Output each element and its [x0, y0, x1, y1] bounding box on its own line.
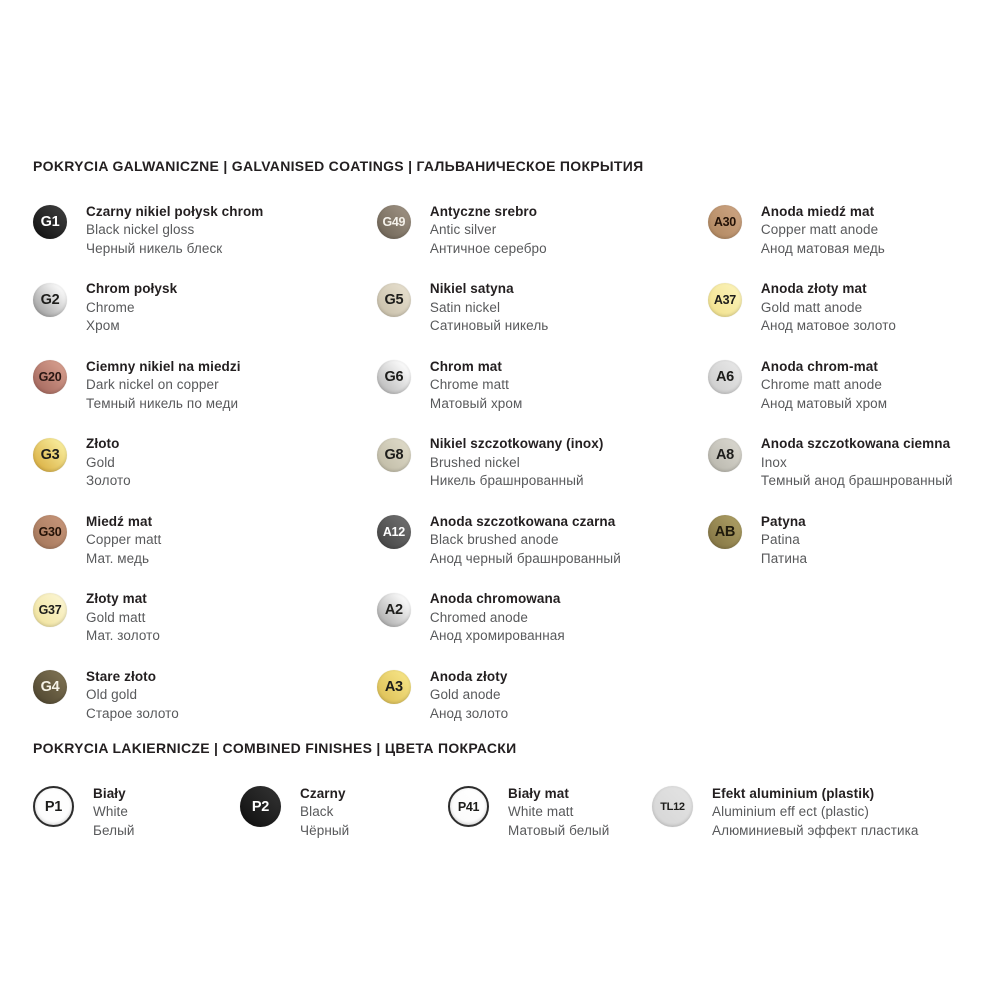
swatch-color-circle: [377, 515, 411, 549]
swatch-name-russian: Патина: [760, 550, 808, 566]
swatch-code-label: G8: [384, 446, 404, 463]
swatch-color-circle: [33, 515, 67, 549]
swatch-code-label: TL12: [660, 800, 685, 813]
finish-swatch: [652, 784, 972, 840]
finish-swatch: [33, 357, 377, 435]
swatch-name-polish: Anoda złoty: [429, 668, 508, 684]
swatch-name-polish: Ciemny nikiel na miedzi: [86, 358, 241, 374]
swatch-name-english: Aluminium eff ect (plastic): [712, 804, 870, 819]
swatch-color-circle: [377, 360, 411, 394]
swatch-labels: [93, 784, 135, 840]
swatch-name-russian: Темный анод брашнрованный: [760, 473, 953, 488]
swatch-color-circle: [33, 438, 67, 472]
swatch-color-circle: [377, 593, 411, 627]
finish-swatch: [708, 435, 983, 513]
finish-swatch: [33, 590, 377, 668]
swatch-name-english: Gold anode: [429, 687, 501, 702]
swatch-name-english: Chrome matt: [429, 377, 509, 392]
swatch-labels: [300, 784, 349, 840]
swatch-labels: [430, 590, 565, 646]
swatch-color-circle: [708, 438, 742, 472]
swatch-name-russian: Анод хромированная: [429, 628, 565, 643]
swatch-name-russian: Хром: [86, 318, 120, 333]
swatch-column: [33, 202, 377, 745]
swatch-labels: [712, 784, 919, 840]
swatch-code-label: G5: [384, 291, 404, 308]
finish-swatch: [33, 202, 377, 280]
swatch-column: [240, 784, 448, 840]
swatch-code-label: G4: [40, 679, 60, 695]
swatch-color-circle: [448, 786, 489, 827]
swatch-code-label: G20: [38, 370, 62, 384]
finish-swatch: [708, 357, 983, 435]
swatch-name-polish: Anoda chrom-mat: [760, 358, 878, 374]
swatch-color-circle: [240, 786, 281, 827]
section-title-combined: POKRYCIA LAKIERNICZE | COMBINED FINISHES | ЦВЕТА ПОКРАСКИ: [33, 740, 517, 756]
swatch-code-label: G49: [382, 215, 406, 229]
swatch-name-polish: Miedź mat: [86, 513, 153, 529]
swatch-name-polish: Czarny nikiel połysk chrom: [86, 203, 264, 219]
swatch-name-english: Brushed nickel: [429, 454, 520, 470]
swatch-code-label: P41: [457, 799, 480, 814]
finish-swatch: [240, 784, 448, 840]
swatch-name-english: Patina: [760, 532, 800, 547]
swatch-name-english: Inox: [760, 454, 787, 470]
swatch-code-label: A12: [382, 525, 405, 539]
swatch-code-label: G2: [40, 291, 60, 308]
swatch-labels: [761, 435, 953, 491]
swatch-name-english: Chromed anode: [429, 609, 528, 625]
swatch-code-label: G6: [384, 369, 404, 385]
swatch-name-english: Satin nickel: [429, 299, 501, 315]
swatch-column: [652, 784, 972, 840]
swatch-labels: [430, 280, 549, 336]
swatch-name-russian: Сатиновый никель: [429, 318, 549, 333]
swatch-name-polish: Nikiel szczotkowany (inox): [429, 436, 604, 451]
swatch-labels: [430, 512, 621, 568]
swatch-labels: [86, 357, 241, 413]
swatch-code-label: A3: [384, 679, 403, 695]
swatch-name-english: Black nickel gloss: [86, 222, 195, 237]
swatch-name-english: Gold: [86, 454, 115, 470]
swatch-name-russian: Темный никель по меди: [86, 395, 239, 411]
swatch-name-polish: Anoda złoty mat: [760, 281, 867, 296]
swatch-labels: [508, 784, 609, 840]
swatch-color-circle: [33, 205, 67, 239]
swatch-code-label: A2: [384, 601, 403, 618]
swatch-name-english: Old gold: [86, 687, 138, 702]
swatch-name-polish: Chrom mat: [429, 358, 503, 374]
swatch-name-polish: Złoty mat: [86, 591, 147, 606]
finish-swatch: [377, 512, 708, 590]
swatch-name-polish: Czarny: [300, 785, 346, 801]
swatch-color-circle: [708, 515, 742, 549]
swatch-labels: [761, 512, 807, 568]
swatch-labels: [430, 435, 604, 491]
swatch-name-russian: Никель брашнрованный: [429, 473, 584, 488]
swatch-name-polish: Efekt aluminium (plastik): [712, 785, 875, 801]
swatch-code-label: P1: [44, 798, 63, 815]
swatch-color-circle: [33, 283, 67, 317]
swatch-name-russian: Матовый хром: [429, 395, 523, 411]
swatch-name-english: Gold matt: [86, 609, 146, 625]
swatch-labels: [86, 202, 263, 258]
swatch-name-polish: Antyczne srebro: [429, 203, 538, 219]
swatch-code-label: P2: [251, 798, 270, 815]
swatch-code-label: A37: [713, 292, 736, 307]
swatch-name-polish: Anoda szczotkowana czarna: [429, 513, 616, 529]
section-title-galvanised: POKRYCIA GALWANICZNE | GALVANISED COATINGS | ГАЛЬВАНИЧЕСКОЕ ПОКРЫТИЯ: [33, 158, 644, 174]
swatch-color-circle: [652, 786, 693, 827]
swatch-name-russian: Античное серебро: [429, 240, 547, 256]
swatch-code-label: G1: [40, 214, 60, 230]
swatch-column: [448, 784, 652, 840]
swatch-color-circle: [377, 438, 411, 472]
finish-swatch: [377, 667, 708, 745]
swatch-color-circle: [377, 670, 411, 704]
finish-swatch: [377, 357, 708, 435]
finish-swatch: [708, 202, 983, 280]
finish-swatch: [377, 435, 708, 513]
swatch-code-label: G3: [40, 446, 60, 463]
swatch-color-circle: [377, 205, 411, 239]
swatch-grid-galvanised: [33, 202, 983, 745]
swatch-name-english: Black brushed anode: [429, 532, 559, 547]
swatch-name-polish: Biały: [93, 785, 126, 801]
swatch-labels: [86, 280, 177, 336]
swatch-labels: [761, 357, 887, 413]
finish-swatch: [377, 280, 708, 358]
swatch-code-label: G30: [38, 525, 62, 539]
swatch-name-english: Copper matt anode: [760, 222, 879, 237]
swatch-name-english: Dark nickel on copper: [86, 377, 219, 392]
swatch-labels: [430, 202, 547, 258]
swatch-name-russian: Черный никель блеск: [86, 240, 223, 256]
swatch-name-polish: Anoda miedź mat: [760, 203, 875, 219]
swatch-name-polish: Anoda szczotkowana ciemna: [760, 436, 951, 451]
swatch-labels: [86, 512, 161, 568]
swatch-labels: [86, 435, 131, 491]
swatch-name-english: Black: [300, 804, 334, 819]
swatch-column: [33, 784, 240, 840]
section-combined-finishes: [33, 740, 983, 840]
swatch-name-russian: Золото: [86, 473, 131, 488]
swatch-name-polish: Złoto: [86, 436, 120, 451]
swatch-name-english: Chrome matt anode: [760, 377, 882, 392]
finish-swatch: [448, 784, 652, 840]
swatch-code-label: AB: [714, 524, 736, 540]
swatch-name-russian: Анод матовый хром: [760, 395, 888, 411]
swatch-code-label: A6: [715, 369, 734, 385]
swatch-name-russian: Анод матовое золото: [760, 318, 896, 333]
finish-swatch: [33, 784, 240, 840]
swatch-name-russian: Матовый белый: [508, 822, 610, 838]
finish-swatch: [377, 202, 708, 280]
swatch-code-label: A8: [715, 446, 734, 463]
swatch-color-circle: [33, 360, 67, 394]
swatch-name-russian: Старое золото: [86, 705, 179, 721]
swatch-name-english: Copper matt: [86, 532, 162, 547]
swatch-name-russian: Мат. медь: [86, 550, 150, 566]
swatch-name-english: Antic silver: [429, 222, 497, 237]
swatch-color-circle: [708, 360, 742, 394]
swatch-name-english: Chrome: [86, 299, 135, 315]
swatch-color-circle: [377, 283, 411, 317]
finish-swatch: [708, 512, 983, 590]
swatch-labels: [761, 280, 896, 336]
swatch-name-russian: Анод матовая медь: [760, 240, 885, 256]
swatch-color-circle: [33, 786, 74, 827]
swatch-name-polish: Chrom połysk: [86, 281, 178, 296]
swatch-name-polish: Stare złoto: [86, 668, 157, 684]
swatch-name-polish: Biały mat: [508, 785, 569, 801]
swatch-labels: [761, 202, 885, 258]
finish-swatch: [377, 590, 708, 668]
swatch-name-polish: Patyna: [760, 513, 806, 529]
swatch-color-circle: [33, 670, 67, 704]
finish-swatch: [708, 280, 983, 358]
finish-swatch: [33, 512, 377, 590]
swatch-name-english: White matt: [508, 804, 574, 819]
swatch-code-label: A30: [713, 215, 736, 229]
section-galvanised-coatings: [33, 158, 983, 745]
swatch-name-polish: Anoda chromowana: [429, 591, 561, 606]
finish-swatch: [33, 435, 377, 513]
swatch-labels: [430, 357, 523, 413]
swatch-color-circle: [708, 283, 742, 317]
swatch-column: [377, 202, 708, 745]
swatch-labels: [430, 667, 508, 723]
swatch-column: [708, 202, 983, 745]
swatch-name-english: White: [93, 804, 129, 819]
swatch-code-label: G37: [38, 602, 62, 617]
finish-swatch: [33, 667, 377, 745]
swatch-name-polish: Nikiel satyna: [429, 281, 514, 296]
swatch-name-russian: Анод черный брашнрованный: [429, 550, 621, 566]
swatch-labels: [86, 667, 179, 723]
finish-swatch: [33, 280, 377, 358]
swatch-grid-combined: [33, 784, 983, 840]
swatch-name-russian: Анод золото: [429, 705, 509, 721]
swatch-labels: [86, 590, 160, 646]
swatch-color-circle: [708, 205, 742, 239]
swatch-name-russian: Белый: [93, 822, 135, 838]
swatch-color-circle: [33, 593, 67, 627]
swatch-name-english: Gold matt anode: [760, 299, 863, 315]
swatch-name-russian: Алюминиевый эффект пластика: [712, 822, 919, 838]
swatch-name-russian: Мат. золото: [86, 628, 160, 643]
swatch-name-russian: Чёрный: [300, 822, 350, 838]
